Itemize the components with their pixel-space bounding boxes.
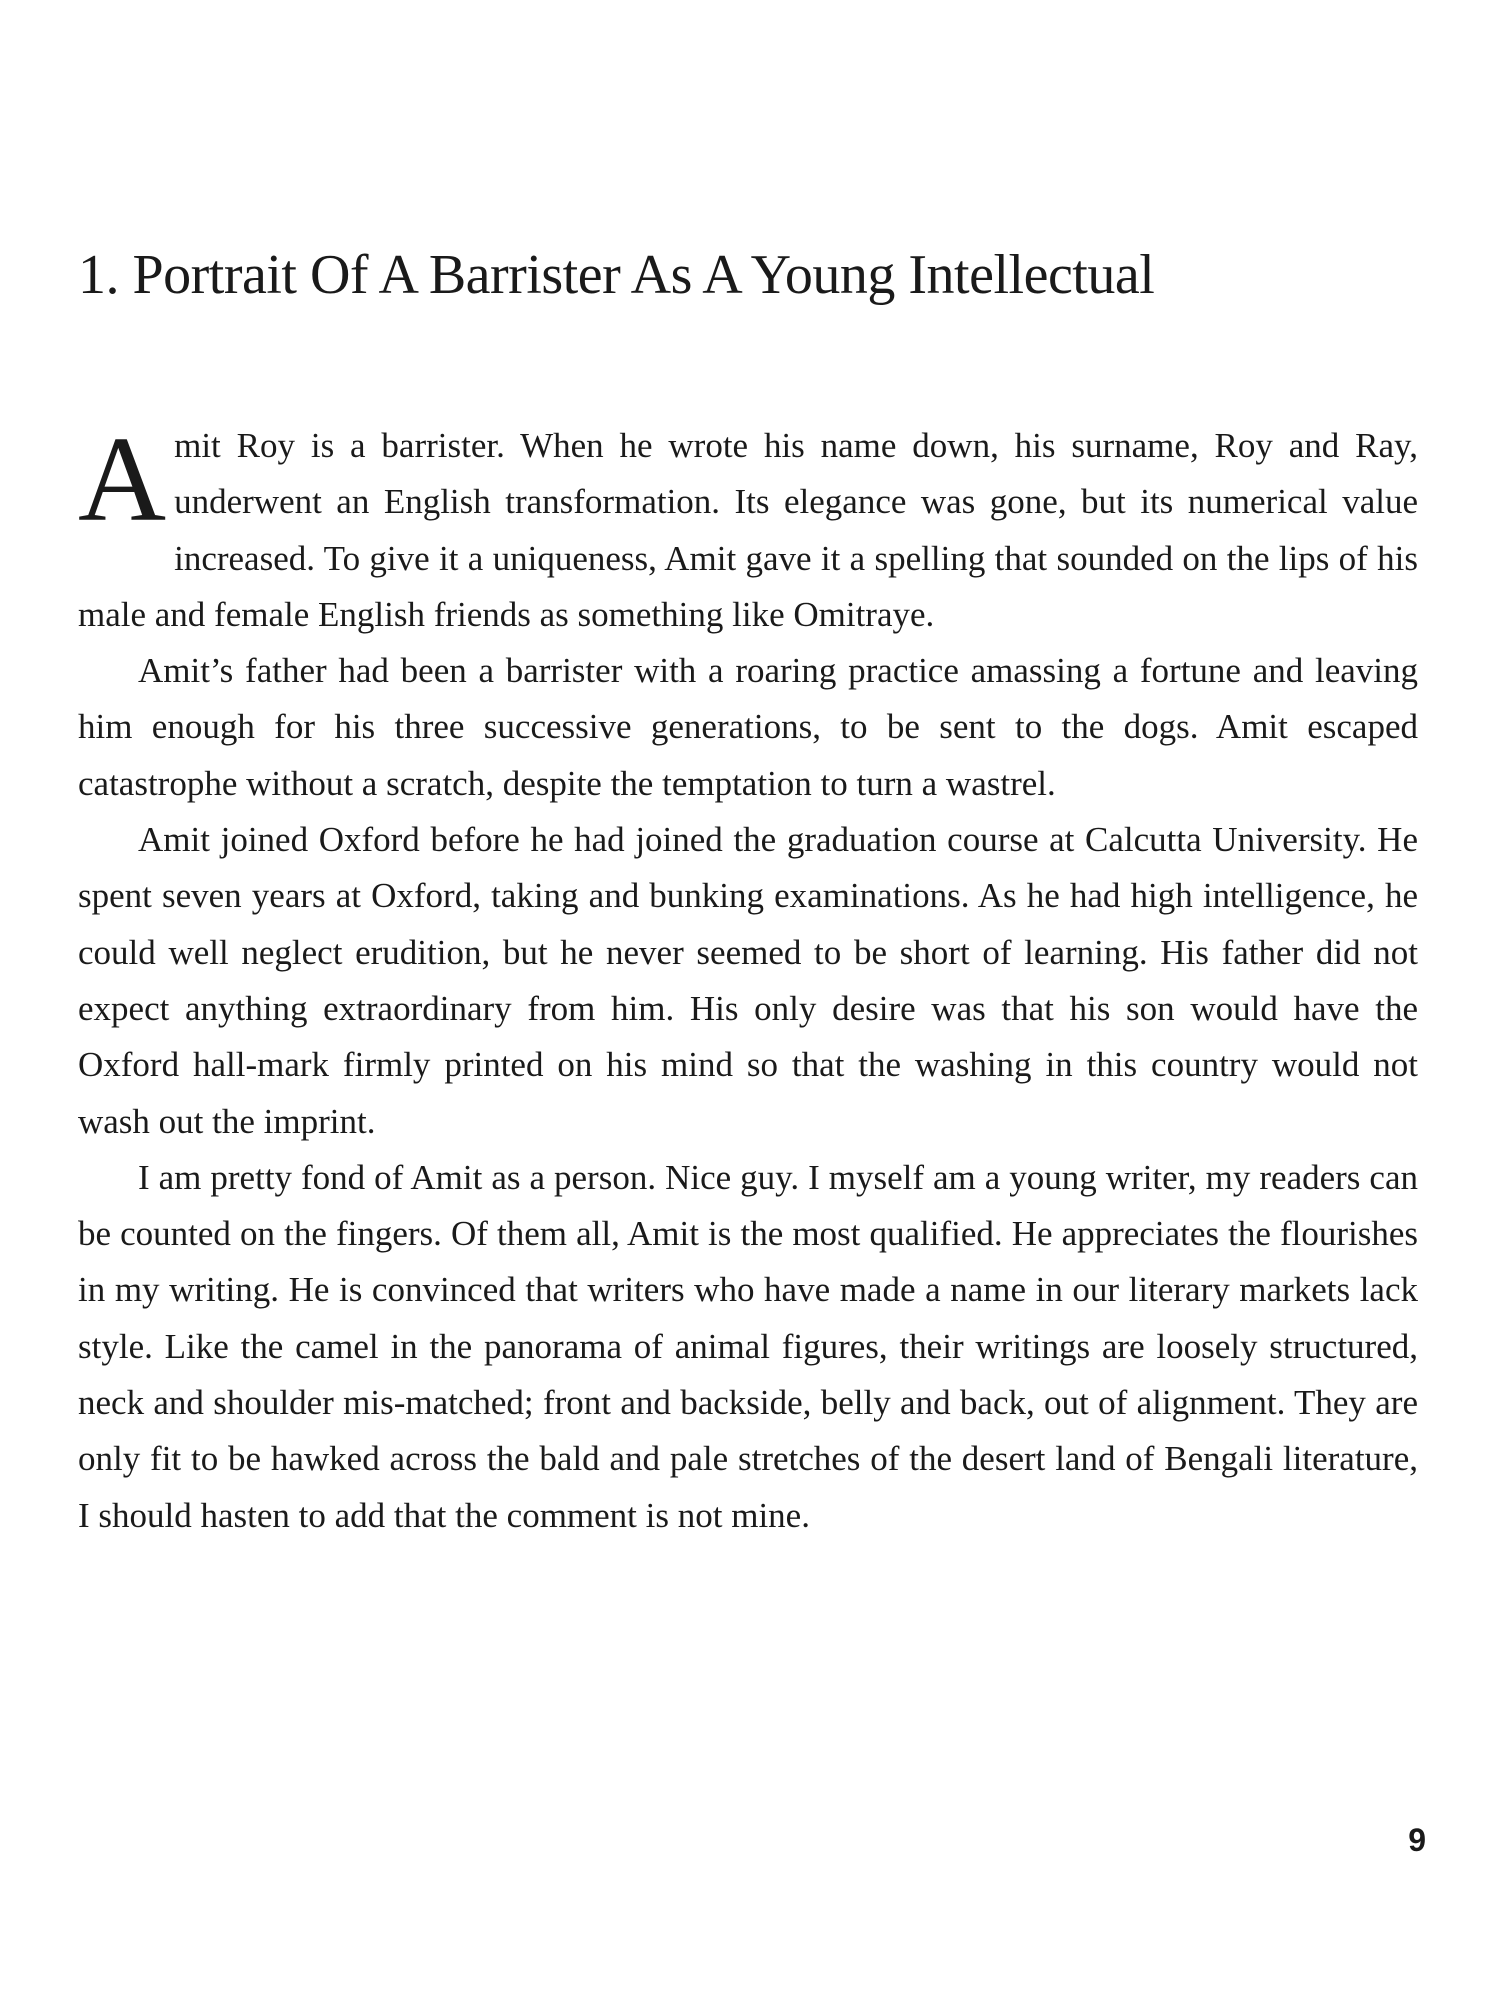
paragraph-1 [78, 412, 1418, 643]
paragraph-4: I am pretty fond of Amit as a person. Nice guy. I myself am a young writer, my readers can be counted on the fingers. Of them all, Amit is the most qualified. He appreciates the flourishes in my writing. He is convinced that writers who have made a name in our literary markets lack style. Like the camel in the panorama of animal figures, their writings are loosely structured, neck and shoulder mis-matched; front and backside, belly and back, out of alignment. They are only fit to be hawked across the bald and pale stretches of the desert land of Bengali literature, I should hasten to add that the comment is not mine. [78, 1157, 1418, 1535]
paragraph-3: Amit joined Oxford before he had joined the graduation course at Calcutta University. He spent seven years at Oxford, taking and bunking examinations. As he had high intelligence, he could well neglect erudition, but he never seemed to be short of learning. His father did not expect anything extraordinary from him. His only desire was that his son would have the Oxford hall-mark firmly printed on his mind so that the washing in this country would not wash out the imprint. [78, 820, 1418, 1141]
chapter-body [78, 412, 1418, 1544]
drop-cap: A [78, 412, 167, 547]
paragraph-2: Amit’s father had been a barrister with a roaring practice amassing a fortune and leaving him enough for his three successive generations, to be sent to the dogs. Amit escaped catastrophe without a scratch, despite the temptation to turn a wastrel. [78, 651, 1418, 803]
chapter-title: 1. Portrait Of A Barrister As A Young Intellectual [78, 244, 1155, 306]
paragraph-1-text: mit Roy is a barrister. When he wrote his name down, his surname, Roy and Ray, underwent an English transformation. Its elegance was gone, but its numerical value increased. To give it a uniqueness, Amit gave it a spelling that sounded on the lips of his male and female English friends as something like Omitraye. [78, 426, 1418, 634]
page-number: 9 [1408, 1822, 1426, 1858]
